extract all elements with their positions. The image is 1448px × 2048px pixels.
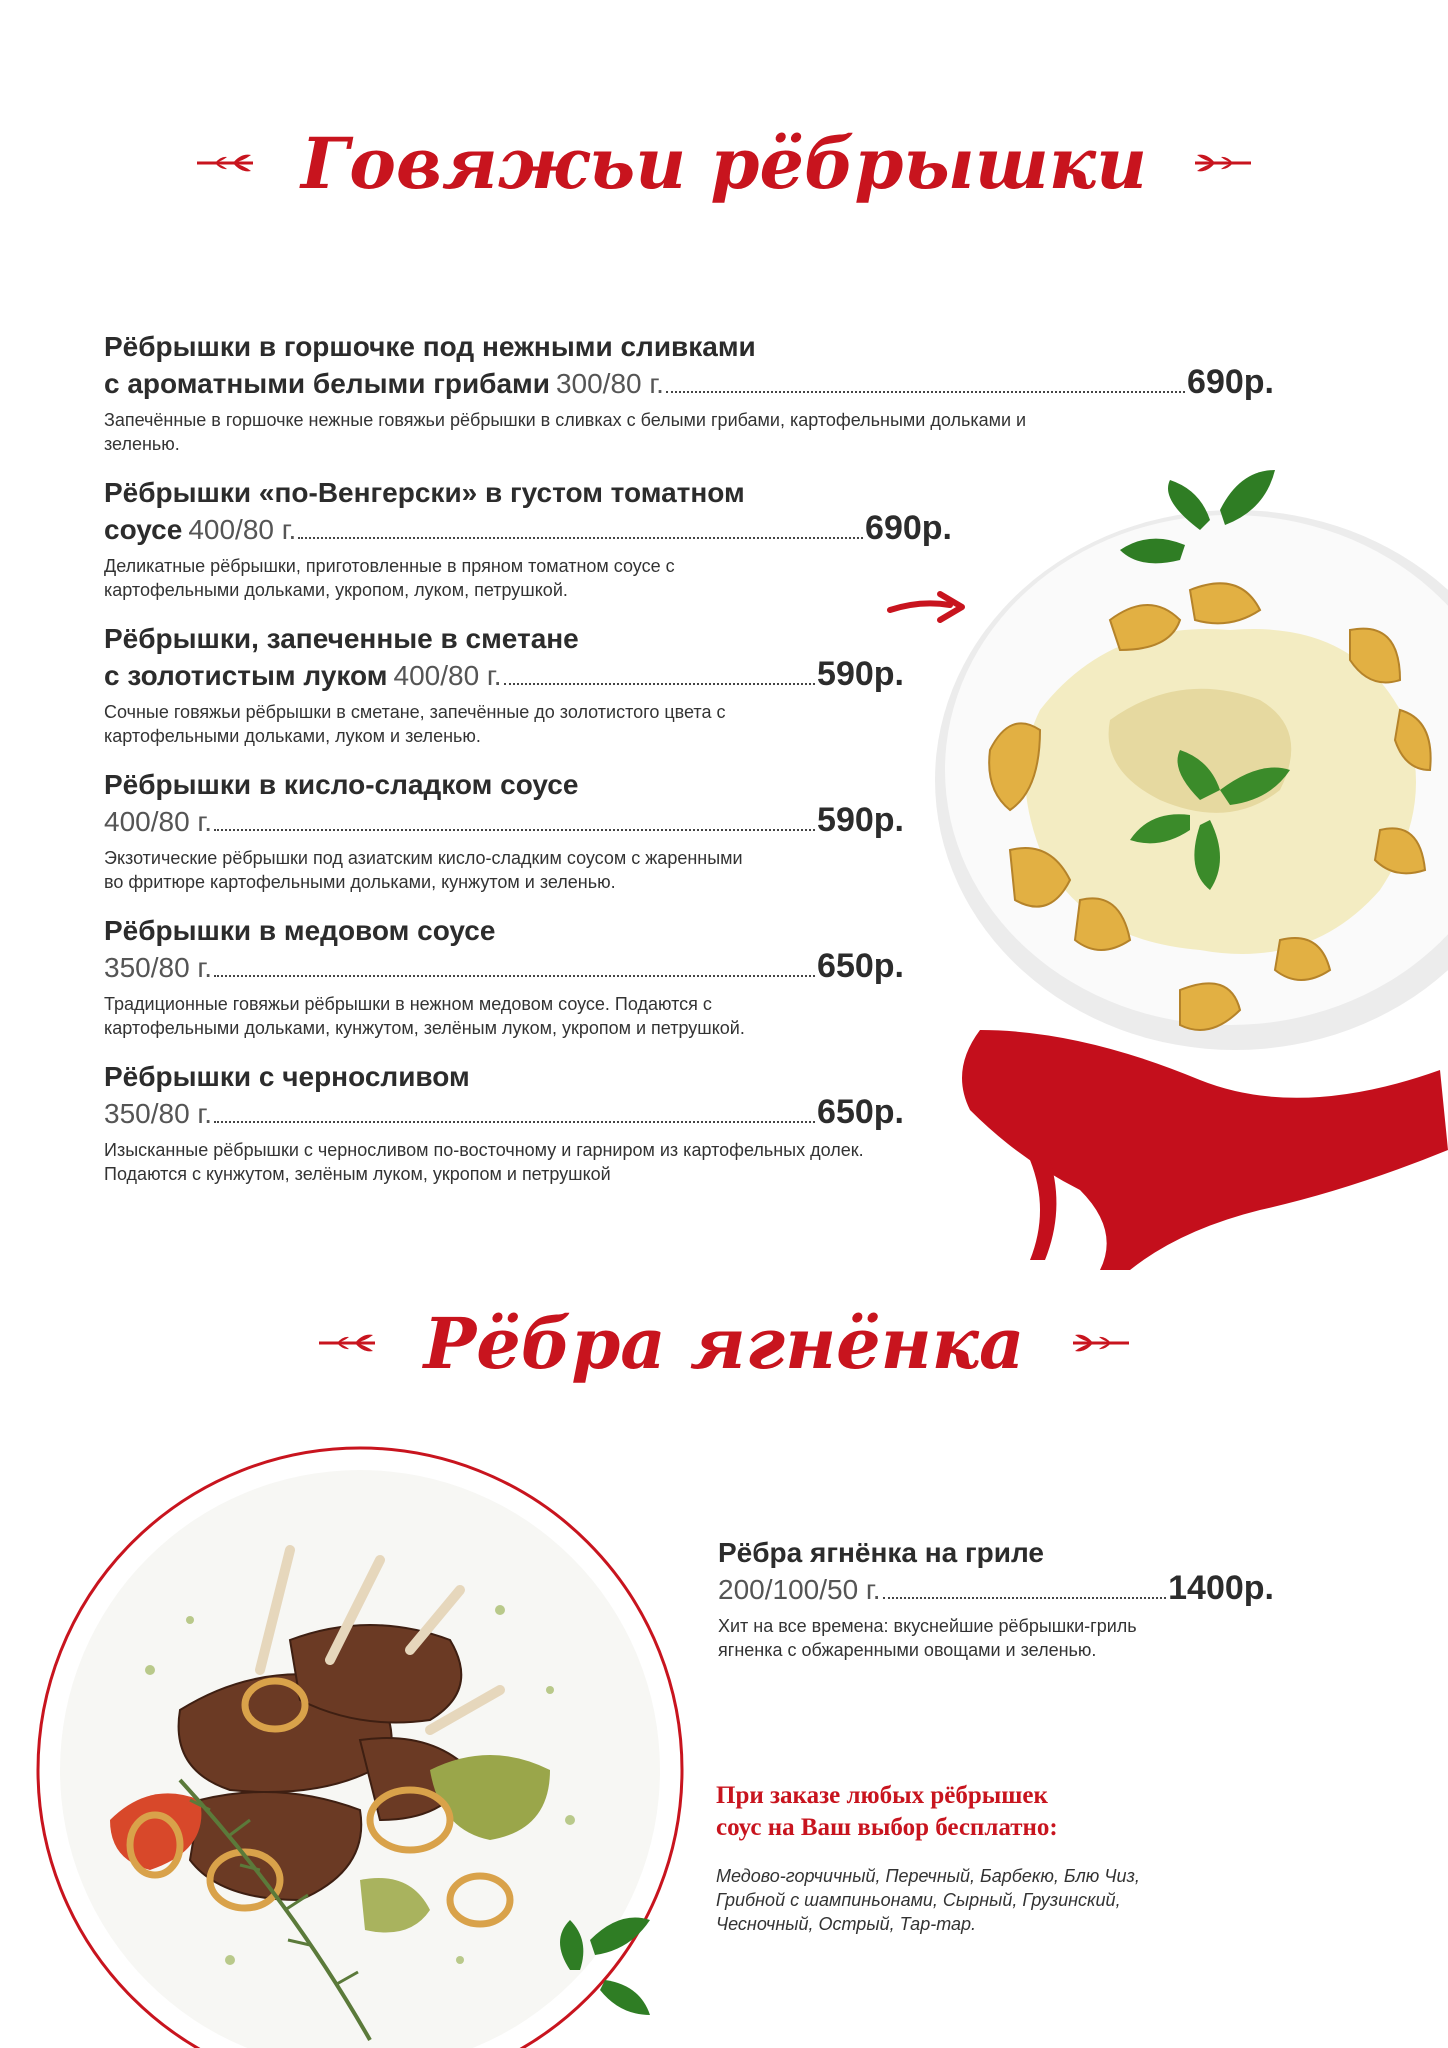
dot-leader [298,537,863,539]
item-name: Рёбрышки, запеченные в сметане [104,623,579,654]
sauce-offer [716,1780,1196,1936]
section-title: Рёбра ягнёнка [423,1301,1025,1385]
item-price: 650р. [817,947,904,985]
item-name: Рёбрышки в горшочке под нежными сливками [104,331,756,362]
curved-arrow-icon [890,603,950,610]
menu-item [104,1060,904,1186]
leaf-branch-icon [1071,1331,1131,1355]
item-price: 690р. [865,509,952,547]
leaf-branch-icon [195,151,255,175]
item-description: Сочные говяжьи рёбрышки в сметане, запечённые до золотистого цвета с картофельными дольками, луком и зеленью. [104,702,726,746]
item-price-line [104,364,1274,402]
item-price-line [718,1570,1274,1608]
leaf-branch-icon [317,1331,377,1355]
menu-item [104,330,1274,456]
item-weight: 400/80 г. [188,514,297,545]
item-name-cont: с ароматными белыми грибами [104,368,550,399]
lamb-section-heading [0,1295,1448,1385]
item-weight: 400/80 г. [104,806,212,837]
item-price-line [104,802,904,840]
item-name: Рёбрышки с черносливом [104,1061,470,1092]
item-weight: 400/80 г. [393,660,502,691]
leaf-branch-icon [1193,151,1253,175]
item-description: Экзотические рёбрышки под азиатским кисло-сладким соусом с жаренными во фритюре картофельными дольками, кунжутом и зеленью. [104,848,743,892]
dot-leader [883,1597,1167,1599]
item-price: 1400р. [1168,1569,1274,1607]
item-price: 590р. [817,655,904,693]
dot-leader [214,975,815,977]
item-name: Рёбра ягнёнка на гриле [718,1537,1044,1568]
item-price-line [104,510,952,548]
sauce-offer-title: При заказе любых рёбрышек [716,1782,1048,1809]
item-name: Рёбрышки «по-Венгерски» в густом томатном [104,477,745,508]
item-name: Рёбрышки в кисло-сладком соусе [104,769,579,800]
menu-item [104,914,904,1040]
menu-item [104,622,904,748]
item-name: Рёбрышки в медовом соусе [104,915,496,946]
item-weight: 200/100/50 г. [718,1574,881,1605]
item-description: Традиционные говяжьи рёбрышки в нежном медовом соусе. Подаются с картофельными дольками, кунжутом, зелёным луком, укропом и петрушкой. [104,994,745,1038]
sauce-list: Медово-горчичный, Перечный, Барбекю, Блю Чиз, Грибной с шампиньонами, Сырный, Грузинский, Чесночный, Острый, Тар-тар. [716,1866,1140,1934]
menu-item [104,768,904,894]
dot-leader [214,829,815,831]
lamb-ribs-dish-photo [30,1440,690,2048]
dot-leader [214,1121,815,1123]
item-price-line [104,656,904,694]
menu-item [718,1536,1274,1662]
item-description: Запечённые в горшочке нежные говяжьи рёбрышки в сливках с белыми грибами, картофельными дольками и зеленью. [104,410,1027,454]
beef-section-heading [0,115,1448,205]
dot-leader [666,391,1185,393]
item-price-line [104,948,904,986]
item-description: Деликатные рёбрышки, приготовленные в пряном томатном соусе с картофельными дольками, укропом, луком, петрушкой. [104,556,675,600]
item-name-cont: с золотистым луком [104,660,388,691]
item-description: Изысканные рёбрышки с черносливом по-восточному и гарниром из картофельных долек. Подаются с кунжутом, зелёным луком, укропом и петрушкой [104,1140,864,1184]
item-weight: 300/80 г. [555,368,664,399]
item-name-cont: соусе [104,514,183,545]
menu-item [104,476,952,602]
item-price-line [104,1094,904,1132]
item-price: 690р. [1187,363,1274,401]
sauce-offer-title: соус на Ваш выбор бесплатно: [716,1814,1058,1841]
item-weight: 350/80 г. [104,952,212,983]
item-description: Хит на все времена: вкуснейшие рёбрышки-гриль ягненка с обжаренными овощами и зеленью. [718,1616,1137,1660]
page-title: Говяжьи рёбрышки [300,121,1148,205]
item-weight: 350/80 г. [104,1098,212,1129]
beef-ribs-dish-photo [880,470,1448,1270]
item-price: 590р. [817,801,904,839]
dot-leader [504,683,816,685]
item-price: 650р. [817,1093,904,1131]
